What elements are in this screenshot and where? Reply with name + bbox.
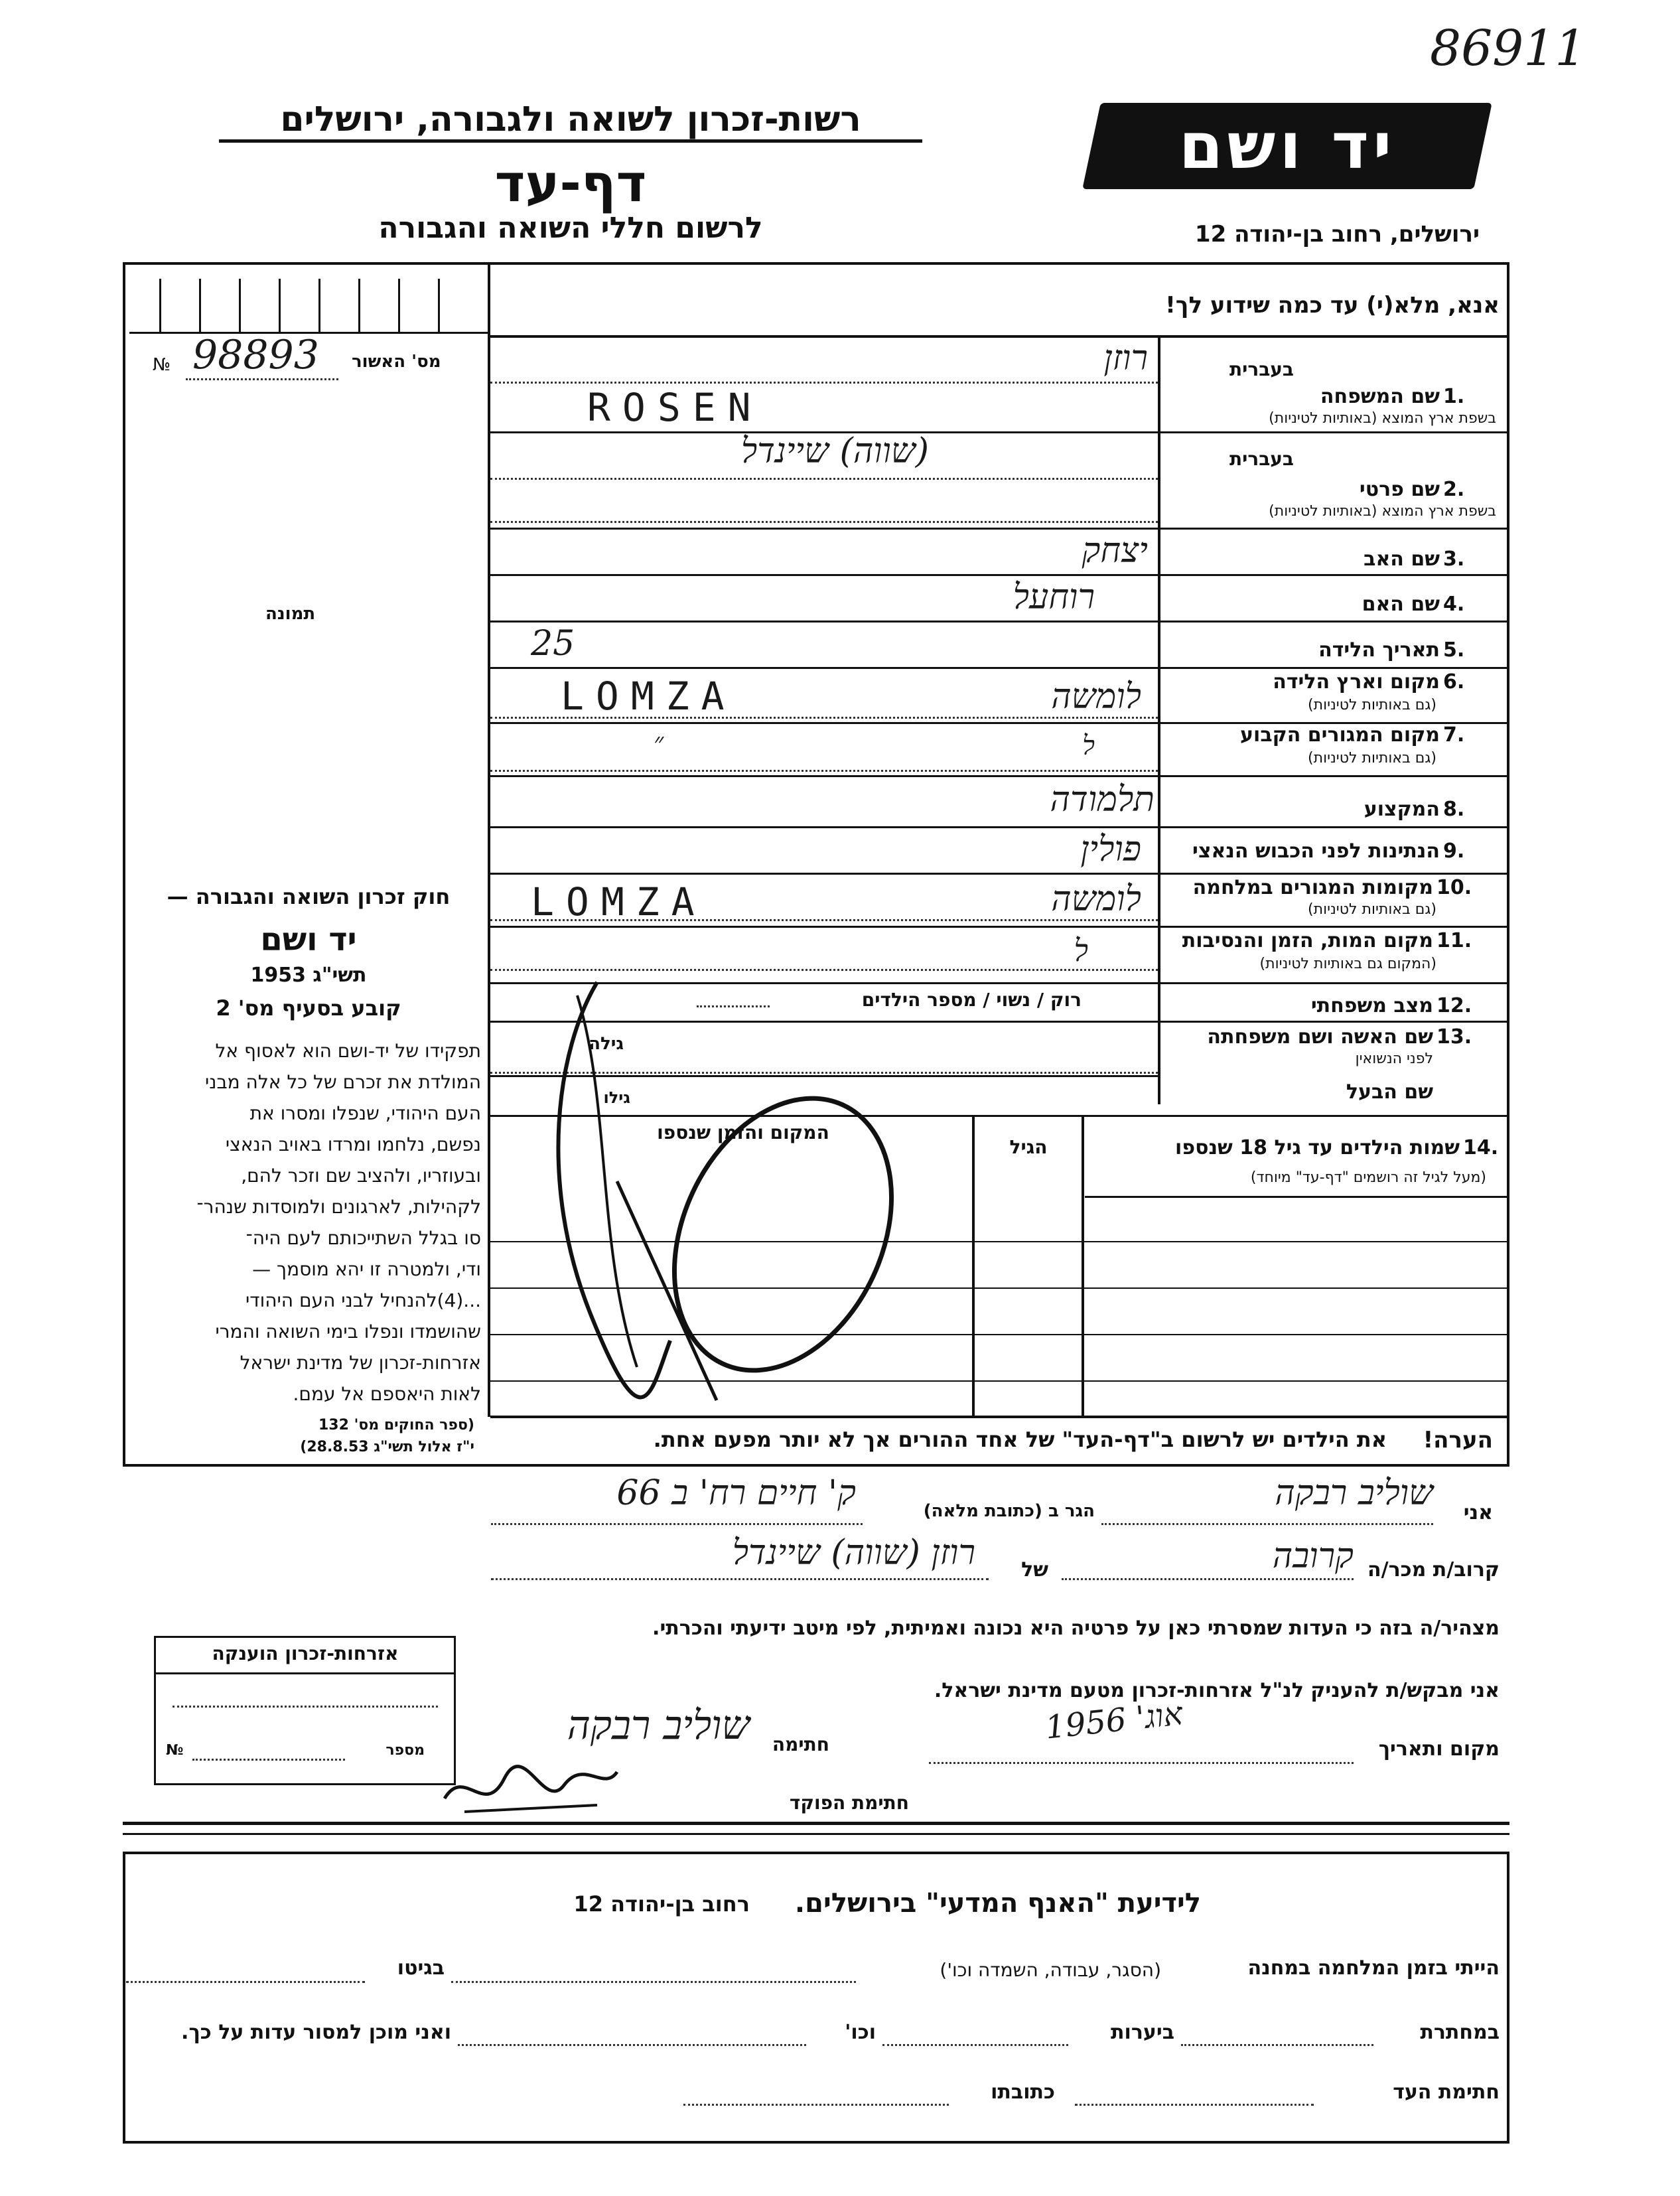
law-line: העם היהודי, שנפלו ומסרו את <box>249 1102 481 1124</box>
approval-label: מס' האשור <box>352 352 441 372</box>
field-4-value: רוחעל <box>1013 577 1095 617</box>
field-11-hint: (המקום גם באותיות לטיניות) <box>1259 956 1436 972</box>
footer-willing-testify: ואני מוכן למסור עדות על כך. <box>181 2021 451 2044</box>
decl-relative-label: קרוב/ת מכר/ה <box>1367 1558 1500 1581</box>
approval-tick-boxes <box>129 279 488 332</box>
citizenship-box-no-mark: № <box>166 1742 184 1759</box>
field-2-value: (שווה) שיינדל <box>740 431 929 471</box>
form-title: דף-עד <box>494 154 647 214</box>
field-6-value-hebrew: לומשה <box>1051 677 1141 717</box>
law-line: המולדת את זכרם של כל אלה מבני <box>204 1071 481 1093</box>
field-3-rule <box>490 574 1509 576</box>
field-12-label: מצב משפחתי <box>1310 994 1433 1017</box>
field-8-num: 8. <box>1443 798 1465 821</box>
field-5-rule <box>490 667 1509 669</box>
decl-of-label: של <box>1021 1558 1048 1581</box>
field-2-line-a <box>490 478 1158 480</box>
field-6-hint: (גם באותיות לטיניות) <box>1308 697 1436 713</box>
left-column-divider <box>488 262 490 1417</box>
decl-place-date-label: מקום ותאריך <box>1378 1737 1500 1761</box>
field-11-label: מקום המות, הזמן והנסיבות <box>1182 929 1433 952</box>
field-3-value: יצחק <box>1082 531 1148 571</box>
field-8-rule <box>490 826 1509 828</box>
decl-statement: מצהיר/ה בזה כי העדות שמסרתי כאן על פרטיה היא נכונה ואמיתית, לפי מיטב ידיעתי והכרתי. <box>652 1617 1500 1640</box>
field-3-label: שם האב <box>1364 548 1440 571</box>
field-7-line-a <box>490 770 1158 772</box>
footer-separator-1 <box>123 1822 1509 1825</box>
citizenship-box-title-rule <box>154 1672 456 1674</box>
law-line: לקהילות, לארגונים ולמוסדות שנהר־ <box>196 1196 481 1218</box>
footer-witness-signature-label: חתימת העד <box>1393 2081 1500 2104</box>
field-10-num: 10. <box>1436 876 1472 899</box>
intro-text: אנא, מלא(י) עד כמה שידוע לך! <box>1165 292 1500 319</box>
field-1-label: שם המשפחה <box>1320 385 1440 408</box>
footer-camp-line <box>451 1981 856 1983</box>
footer-witness-signature-line <box>1075 2104 1314 2106</box>
yad-vashem-logo <box>1082 103 1492 189</box>
note-top-rule <box>490 1416 1509 1418</box>
wife-age-label: גילה <box>589 1034 624 1054</box>
footer-address: רחוב בן-יהודה 12 <box>573 1891 750 1917</box>
footer-witness-address-label: כתובתו <box>991 2081 1055 2104</box>
law-line: אזרחות-זכרון של מדינת ישראל <box>240 1352 481 1374</box>
note-label: הערה! <box>1423 1427 1493 1453</box>
official-signature-scribble <box>438 1752 624 1825</box>
field-10-rule <box>490 926 1509 928</box>
decl-official-signature-label: חתימת הפוקד <box>789 1792 909 1814</box>
field-6-label: מקום וארץ הלידה <box>1273 670 1440 694</box>
field-13-hint: לפני הנשואין <box>1355 1051 1433 1067</box>
law-source-date: י"ז אלול תשי"ג 28.8.53) <box>300 1439 474 1455</box>
footer-camp-label: הייתי בזמן המלחמה במחנה <box>1247 1956 1500 1980</box>
logo-text: יד ושם <box>1178 109 1396 183</box>
decl-relative-value: קרובה <box>1272 1536 1354 1576</box>
footer-forests-label: ביערות <box>1111 2021 1174 2044</box>
field-2-label: שם פרטי <box>1359 478 1440 501</box>
husband-label: שם הבעל <box>1346 1080 1433 1104</box>
decl-ani-label: אני <box>1463 1501 1493 1524</box>
field-7-rule <box>490 775 1509 777</box>
field-1-value-latin: ROSEN <box>587 385 763 430</box>
decl-of-line <box>491 1578 989 1580</box>
decl-relative-line <box>1062 1578 1354 1580</box>
decl-signature-value: שוליב רבקה <box>567 1702 750 1749</box>
form-subtitle: לרשום חללי השואה והגבורה <box>378 211 763 245</box>
law-clause: קובע בסעיף מס' 2 <box>216 995 401 1021</box>
footer-forests-line <box>882 2044 1068 2046</box>
children-label: שמות הילדים עד גיל 18 שנספו <box>1175 1136 1460 1159</box>
field-12-num: 12. <box>1436 994 1472 1017</box>
children-col-age-right <box>1082 1117 1084 1416</box>
decl-ani-value: שוליב רבקה <box>1275 1473 1433 1513</box>
cross-out-scribble <box>518 969 942 1420</box>
citizenship-box-number: מספר <box>385 1742 425 1759</box>
field-9-rule <box>490 873 1509 875</box>
field-13-label: שם האשה ושם משפחתה <box>1207 1025 1433 1049</box>
field-11-value: ל <box>1074 932 1088 968</box>
field-5-label: תאריך הלידה <box>1318 638 1440 662</box>
children-col-age: הגיל <box>1009 1136 1048 1158</box>
authority-title: רשות-זכרון לשואה ולגבורה, ירושלים <box>219 100 922 143</box>
children-col-place: המקום והזמן שנספו <box>657 1122 829 1143</box>
footer-underground-line <box>1181 2044 1373 2046</box>
field-7-value-mark: ״ <box>654 727 664 758</box>
field-9-label: הנתינות לפני הכבוש הנאצי <box>1192 840 1440 863</box>
decl-date-value: אוג' 1956 <box>1043 1695 1184 1747</box>
intro-rule <box>490 335 1509 338</box>
field-7-num: 7. <box>1443 723 1465 747</box>
photo-label: תמונה <box>265 604 316 624</box>
field-8-label: המקצוע <box>1364 798 1440 821</box>
field-12-options: רוק / נשוי / מספר הילדים <box>861 989 1082 1011</box>
husband-age-label: גילו <box>603 1088 630 1107</box>
page-number: 86911 <box>1430 20 1586 77</box>
field-7-value: ל <box>1082 731 1095 761</box>
footer-camp-hint: (הסגר, עבודה, השמדה וכו') <box>940 1959 1161 1981</box>
law-line: סו בגלל השתייכותם לעם היה־ <box>245 1227 481 1249</box>
footer-witness-address-line <box>683 2104 949 2106</box>
footer-underground-label: במחתרת <box>1420 2021 1500 2044</box>
footer-ghetto-line <box>126 1981 365 1983</box>
citizenship-box-number-line <box>192 1759 345 1761</box>
field-4-num: 4. <box>1443 593 1465 616</box>
law-name: יד ושם <box>260 921 357 958</box>
field-8-value: תלמודה <box>1050 780 1155 820</box>
field-2-hint: בשפת ארץ המוצא (באותיות לטיניות) <box>1269 503 1496 520</box>
approval-underline <box>186 378 338 380</box>
law-line: נפשם, נלחמו ומרדו באויב הנאצי <box>225 1134 481 1155</box>
footer-etc-label: וכו' <box>845 2021 876 2044</box>
decl-address-value: ק' חיים רח' ב 66 <box>616 1473 856 1513</box>
decl-date-line <box>929 1762 1354 1764</box>
law-body <box>136 1035 481 1410</box>
field-4-rule <box>490 621 1509 622</box>
label-column-divider <box>1158 338 1160 1104</box>
field-4-label: שם האם <box>1362 593 1440 616</box>
footer-etc-line <box>458 2044 806 2046</box>
decl-residing-label: הגר ב (כתובת מלאה) <box>923 1501 1095 1521</box>
citizenship-box-title: אזרחות-זכרון הוענקה <box>212 1643 399 1664</box>
field-2-line-b <box>490 521 1158 523</box>
field-7-label: מקום המגורים הקבוע <box>1240 723 1440 747</box>
decl-ani-line <box>1101 1523 1433 1525</box>
law-line: שהושמדו ונפלו בימי השואה והמרי <box>215 1321 481 1343</box>
field-1-hint-top: בעברית <box>1229 358 1294 380</box>
field-2-num: 2. <box>1443 478 1465 501</box>
children-num: 14. <box>1463 1136 1499 1159</box>
children-header-rule <box>1085 1196 1509 1198</box>
law-line: ובעוזריו, ולהציב שם וזכר להם, <box>241 1165 481 1187</box>
citizenship-box-line-1 <box>173 1706 438 1708</box>
field-10-hint: (גם באותיות לטיניות) <box>1308 901 1436 918</box>
field-6-line-a <box>490 717 1158 719</box>
field-9-value: פולין <box>1080 830 1141 869</box>
approval-number: 98893 <box>192 332 319 378</box>
field-5-num: 5. <box>1443 638 1465 662</box>
field-1-hint: בשפת ארץ המוצא (באותיות לטיניות) <box>1269 410 1496 427</box>
children-hint: (מעל לגיל זה רושמים "דף-עד" מיוחד) <box>1250 1169 1486 1186</box>
law-year: תשי"ג 1953 <box>250 964 367 987</box>
decl-signature-label: חתימה <box>772 1733 829 1755</box>
note-text: את הילדים יש לרשום ב"דף-העד" של אחד ההורים אך לא יותר מפעם אחת. <box>653 1427 1387 1452</box>
decl-of-value: רוזן (שווה) שיינדל <box>732 1533 975 1573</box>
field-10-line-a <box>490 919 1158 921</box>
field-10-value-latin: LOMZA <box>531 879 707 924</box>
decl-request: אני מבקש/ת להעניק לנ"ל אזרחות-זכרון מטעם מדינת ישראל. <box>934 1679 1500 1702</box>
field-11-num: 11. <box>1436 929 1472 952</box>
field-9-num: 9. <box>1443 840 1465 863</box>
field-2-hint-top: בעברית <box>1229 448 1294 470</box>
field-5-value: 25 <box>531 624 575 664</box>
footer-ghetto-label: בגיטו <box>397 1956 445 1980</box>
field-10-label: מקומות המגורים במלחמה <box>1192 876 1433 899</box>
approval-no-mark: № <box>153 355 171 375</box>
law-line: ...(4)להנחיל לבני העם היהודי <box>245 1289 481 1311</box>
header-address: ירושלים, רחוב בן-יהודה 12 <box>1194 221 1480 248</box>
field-1-num: 1. <box>1443 385 1465 408</box>
field-1-value-hebrew: רוזן <box>1103 338 1148 378</box>
field-6-num: 6. <box>1443 670 1465 694</box>
law-heading: חוק זכרון השואה והגבורה — <box>167 884 451 909</box>
field-10-value-hebrew: לומשה <box>1051 879 1141 919</box>
law-line: לאות היאספם אל עמם. <box>293 1383 481 1405</box>
footer-title: לידיעת "האנף המדעי" בירושלים. <box>794 1888 1201 1919</box>
field-13-num: 13. <box>1436 1025 1472 1049</box>
decl-address-line <box>491 1523 863 1525</box>
field-2-rule <box>490 528 1509 530</box>
children-col-age-left <box>972 1117 975 1416</box>
law-line: תפקידו של יד-ושם הוא לאסוף אל <box>215 1040 481 1062</box>
field-1-line-a <box>490 382 1158 384</box>
field-3-num: 3. <box>1443 548 1465 571</box>
law-source: (ספר החוקים מס' 132 <box>318 1417 474 1433</box>
field-7-hint: (גם באותיות לטיניות) <box>1308 750 1436 767</box>
footer-separator-2 <box>123 1833 1509 1835</box>
law-line: ודי, ולמטרה זו יהא מוסמך — <box>252 1258 481 1280</box>
field-6-value-latin: LOMZA <box>561 674 736 719</box>
